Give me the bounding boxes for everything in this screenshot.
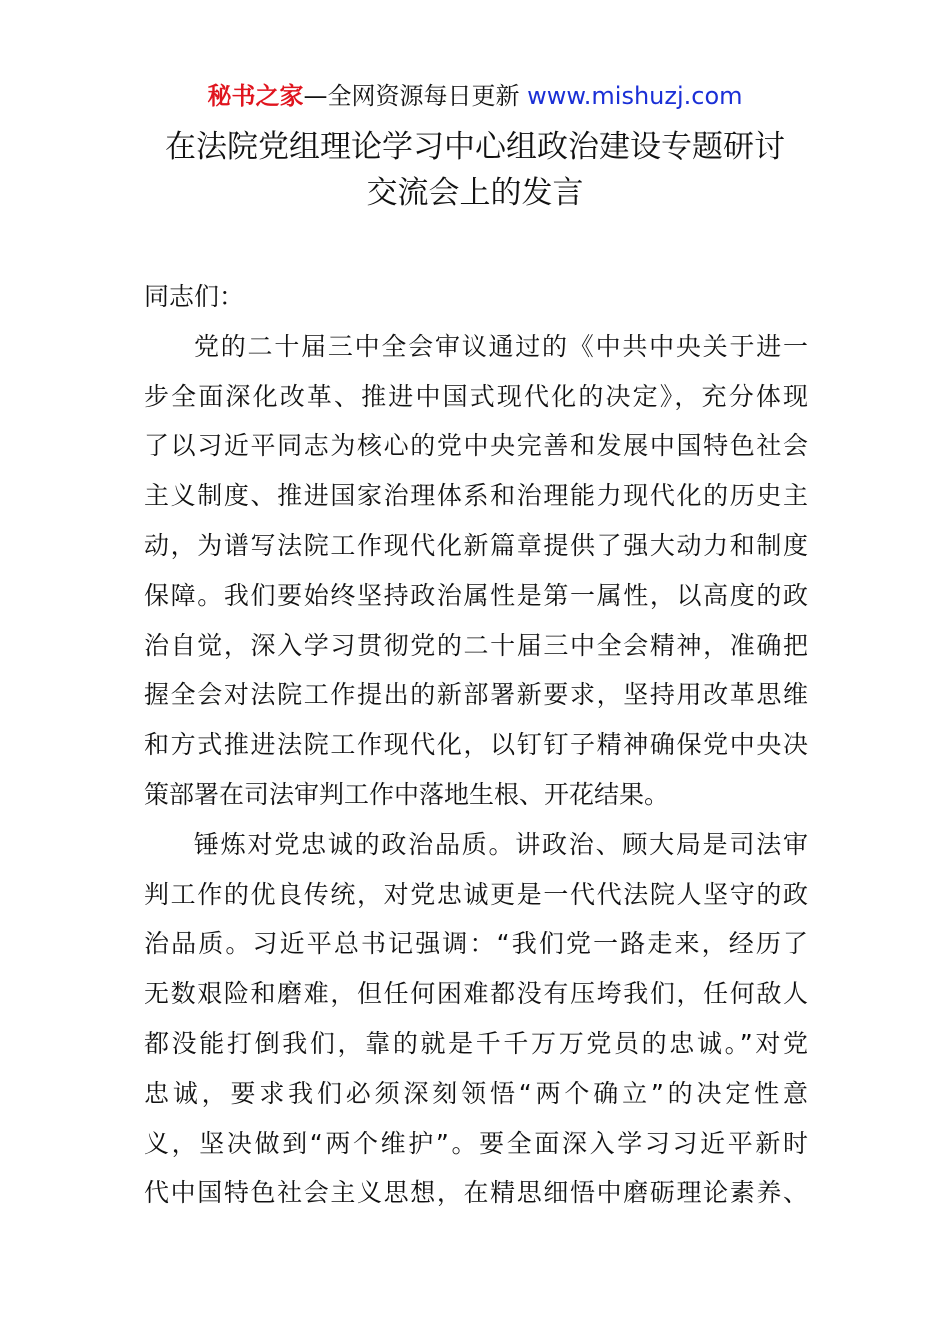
paragraph-1-line: 党的二十届三中全会审议通过的《中共中央关于进一: [194, 331, 808, 361]
paragraph-1-line: 动，为谱写法院工作现代化新篇章提供了强大动力和制度: [144, 530, 808, 560]
paragraph-2-line: 治品质。习近平总书记强调：“我们党一路走来，经历了: [144, 929, 808, 959]
paragraph-2-line: 忠诚，要求我们必须深刻领悟“两个确立”的决定性意: [144, 1078, 808, 1108]
title-line-2: 交流会上的发言: [366, 175, 584, 211]
header-tagline: —全网资源每日更新: [303, 82, 528, 110]
paragraph-2-line: 无数艰险和磨难，但任何困难都没有压垮我们，任何敌人: [144, 979, 808, 1009]
paragraph-1-line: 策部署在司法审判工作中落地生根、开花结果。: [144, 779, 670, 809]
document-body: [144, 272, 808, 1218]
title-line-1: 在法院党组理论学习中心组政治建设专题研讨: [165, 129, 785, 165]
paragraph-1-line: 保障。我们要始终坚持政治属性是第一属性，以高度的政: [144, 580, 808, 610]
paragraph-1-line: 和方式推进法院工作现代化，以钉钉子精神确保党中央决: [144, 730, 808, 760]
paragraph-1-line: 治自觉，深入学习贯彻党的二十届三中全会精神，准确把: [144, 630, 808, 660]
paragraph-2-line: 锤炼对党忠诚的政治品质。讲政治、顾大局是司法审: [194, 829, 808, 859]
paragraph-2-line: 代中国特色社会主义思想，在精思细悟中磨砺理论素养、: [144, 1178, 808, 1208]
document-title: [110, 124, 840, 216]
brand-name: 秘书之家: [207, 82, 304, 110]
site-url-link[interactable]: www.mishuzj.com: [527, 82, 743, 110]
paragraph-1-line: 握全会对法院工作提出的新部署新要求，坚持用改革思维: [144, 680, 808, 710]
paragraph-2-line: 都没能打倒我们，靠的就是千千万万党员的忠诚。”对党: [144, 1028, 808, 1058]
paragraph-1-line: 了以习近平同志为核心的党中央完善和发展中国特色社会: [144, 431, 808, 461]
paragraph-1-line: 主义制度、推进国家治理体系和治理能力现代化的历史主: [144, 481, 808, 511]
paragraph-2-line: 判工作的优良传统，对党忠诚更是一代代法院人坚守的政: [144, 879, 808, 909]
paragraph-2-line: 义，坚决做到“两个维护”。要全面深入学习习近平新时: [144, 1128, 808, 1158]
salutation: 同志们：: [144, 282, 245, 311]
site-header: [0, 80, 950, 112]
paragraph-1-line: 步全面深化改革、推进中国式现代化的决定》，充分体现: [144, 381, 808, 411]
